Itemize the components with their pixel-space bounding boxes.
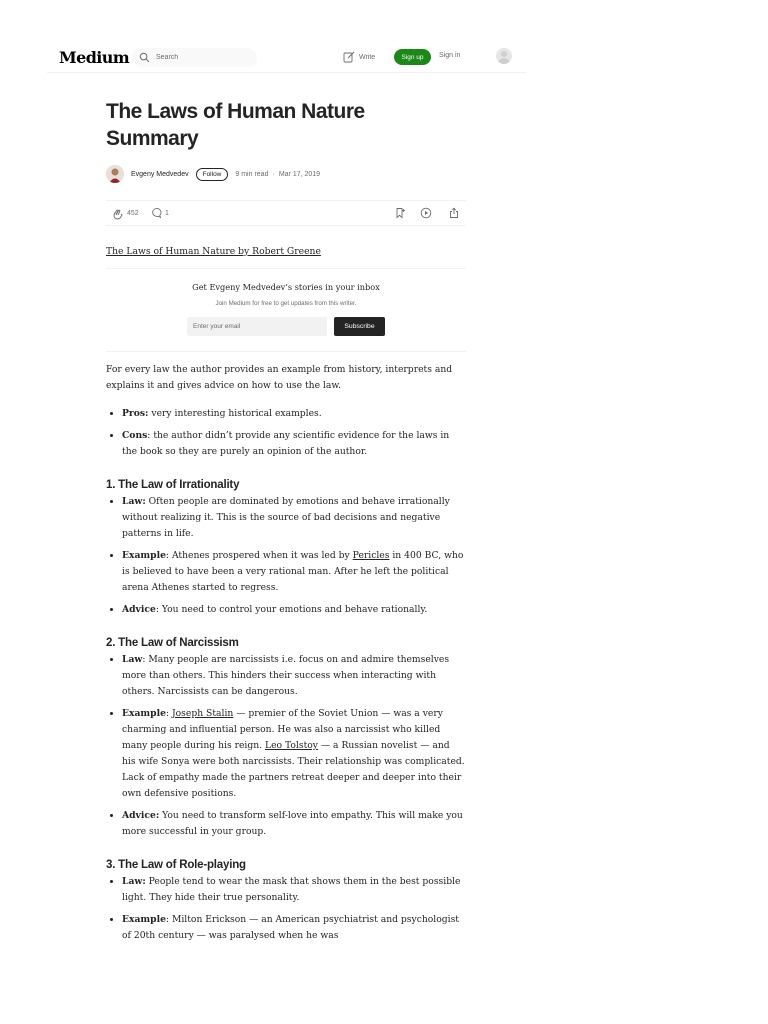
play-icon	[420, 207, 432, 219]
clap-icon	[111, 207, 124, 220]
intro-paragraph: For every law the author provides an example from history, interprets and explains it and gives advice on how to use the law.	[106, 364, 453, 391]
example-text: : Milton Erickson — an American psychiatrist and psychologist of 20th century — was paralysed when he was	[122, 914, 460, 941]
law-label: Law	[122, 654, 143, 665]
tolstoy-link[interactable]: Leo Tolstoy	[265, 740, 319, 751]
law-label: Law:	[122, 496, 146, 507]
list-item	[122, 912, 466, 944]
signup-button[interactable]: Sign up	[394, 49, 431, 65]
subscribe-button[interactable]: Subscribe	[334, 317, 385, 336]
book-link[interactable]: The Laws of Human Nature by Robert Greene	[106, 246, 321, 257]
subscribe-text: Join Medium for free to get updates from this writer.	[215, 300, 357, 307]
bookmark-button[interactable]	[394, 207, 406, 221]
signin-link[interactable]: Sign in	[439, 52, 461, 59]
pros-text: very interesting historical examples.	[148, 408, 322, 419]
user-avatar[interactable]	[496, 48, 512, 64]
list-item	[122, 808, 466, 840]
subscribe-title: Get Evgeny Medvedev’s stories in your inbox	[192, 282, 380, 292]
pros-cons-list	[106, 406, 466, 460]
advice-label: Advice:	[122, 810, 160, 821]
law1-list	[106, 494, 466, 618]
list-item	[122, 874, 466, 906]
search-icon	[139, 52, 150, 63]
author-photo-icon	[106, 165, 124, 183]
cons-label: Cons	[122, 430, 148, 441]
publish-date: Mar 17, 2019	[278, 170, 321, 178]
share-button[interactable]	[448, 207, 460, 221]
clap-count: 452	[127, 210, 139, 217]
article-title: The Laws of Human Nature Summary	[106, 100, 365, 150]
search-input[interactable]	[156, 51, 251, 64]
medium-logo[interactable]: Medium	[59, 48, 130, 67]
law3-list	[106, 874, 466, 944]
comment-icon	[150, 207, 162, 219]
user-avatar-icon	[496, 48, 512, 64]
listen-button[interactable]	[420, 207, 432, 221]
example-text: — premier of the Soviet Union — was a very charming and influential person. He was also a narcissist who killed many people during his reign.	[122, 708, 443, 751]
action-bar	[106, 200, 466, 226]
list-item	[122, 406, 466, 422]
law-text: Often people are dominated by emotions and behave irrationally without realizing it. This is the source of bad decisions and negative patterns in life.	[122, 496, 450, 539]
law2-list	[106, 652, 466, 840]
list-item	[122, 494, 466, 542]
example-label: Example	[122, 708, 166, 719]
stalin-link[interactable]: Joseph Stalin	[171, 708, 234, 719]
article-body	[106, 362, 466, 956]
clap-button[interactable]	[111, 207, 139, 220]
list-item	[122, 428, 466, 460]
list-item	[122, 706, 466, 802]
follow-button[interactable]: Follow	[196, 168, 229, 181]
write-label: Write	[359, 53, 376, 61]
advice-label: Advice	[122, 604, 156, 615]
example-label: Example	[122, 914, 166, 925]
advice-text: You need to transform self-love into empathy. This will make you more successful in your group.	[122, 810, 463, 837]
search-box[interactable]	[132, 48, 257, 67]
author-avatar[interactable]	[106, 165, 124, 183]
responses-button[interactable]	[150, 207, 169, 219]
response-count: 1	[165, 209, 169, 217]
email-field[interactable]	[187, 317, 327, 336]
meta-separator: ·	[272, 170, 275, 178]
list-item	[122, 652, 466, 700]
section-heading-law3: 3. The Law of Role-playing	[106, 859, 246, 871]
write-button[interactable]	[343, 51, 375, 63]
law-text: People tend to wear the mask that shows them in the best possible light. They hide their true personality.	[122, 876, 461, 903]
law-label: Law:	[122, 876, 146, 887]
example-text: :	[165, 708, 172, 719]
advice-text: : You need to control your emotions and behave rationally.	[155, 604, 428, 615]
law-text: : Many people are narcissists i.e. focus on and admire themselves more than others. This hinders their success when interacting with others. Narcissists can be dangerous.	[122, 654, 450, 697]
section-heading-law1: 1. The Law of Irrationality	[106, 479, 240, 491]
author-row	[106, 165, 320, 183]
subscribe-box	[106, 268, 466, 352]
pros-label: Pros:	[122, 408, 149, 419]
author-name[interactable]: Evgeny Medvedev	[131, 170, 189, 178]
pericles-link[interactable]: Pericles	[352, 550, 390, 561]
example-text: — a Russian novelist — and his wife Sonya were both narcissists. Their relationship was complicated. Lack of empathy made the partners retreat deeper and deeper into their own defensive positions.	[122, 740, 465, 799]
read-time: 9 min read	[235, 170, 269, 178]
write-icon	[343, 51, 355, 63]
cons-text: : the author didn’t provide any scientific evidence for the laws in the book so they are purely an opinion of the author.	[122, 430, 450, 457]
list-item	[122, 548, 466, 596]
top-nav	[47, 40, 526, 73]
section-heading-law2: 2. The Law of Narcissism	[106, 637, 239, 649]
example-text: in 400 BC, who is believed to have been a very rational man. After he left the political arena Athenes started to regress.	[122, 550, 464, 593]
bookmark-icon	[394, 207, 406, 219]
share-icon	[448, 207, 460, 219]
example-text: : Athenes prospered when it was led by	[165, 550, 353, 561]
list-item	[122, 602, 466, 618]
example-label: Example	[122, 550, 166, 561]
